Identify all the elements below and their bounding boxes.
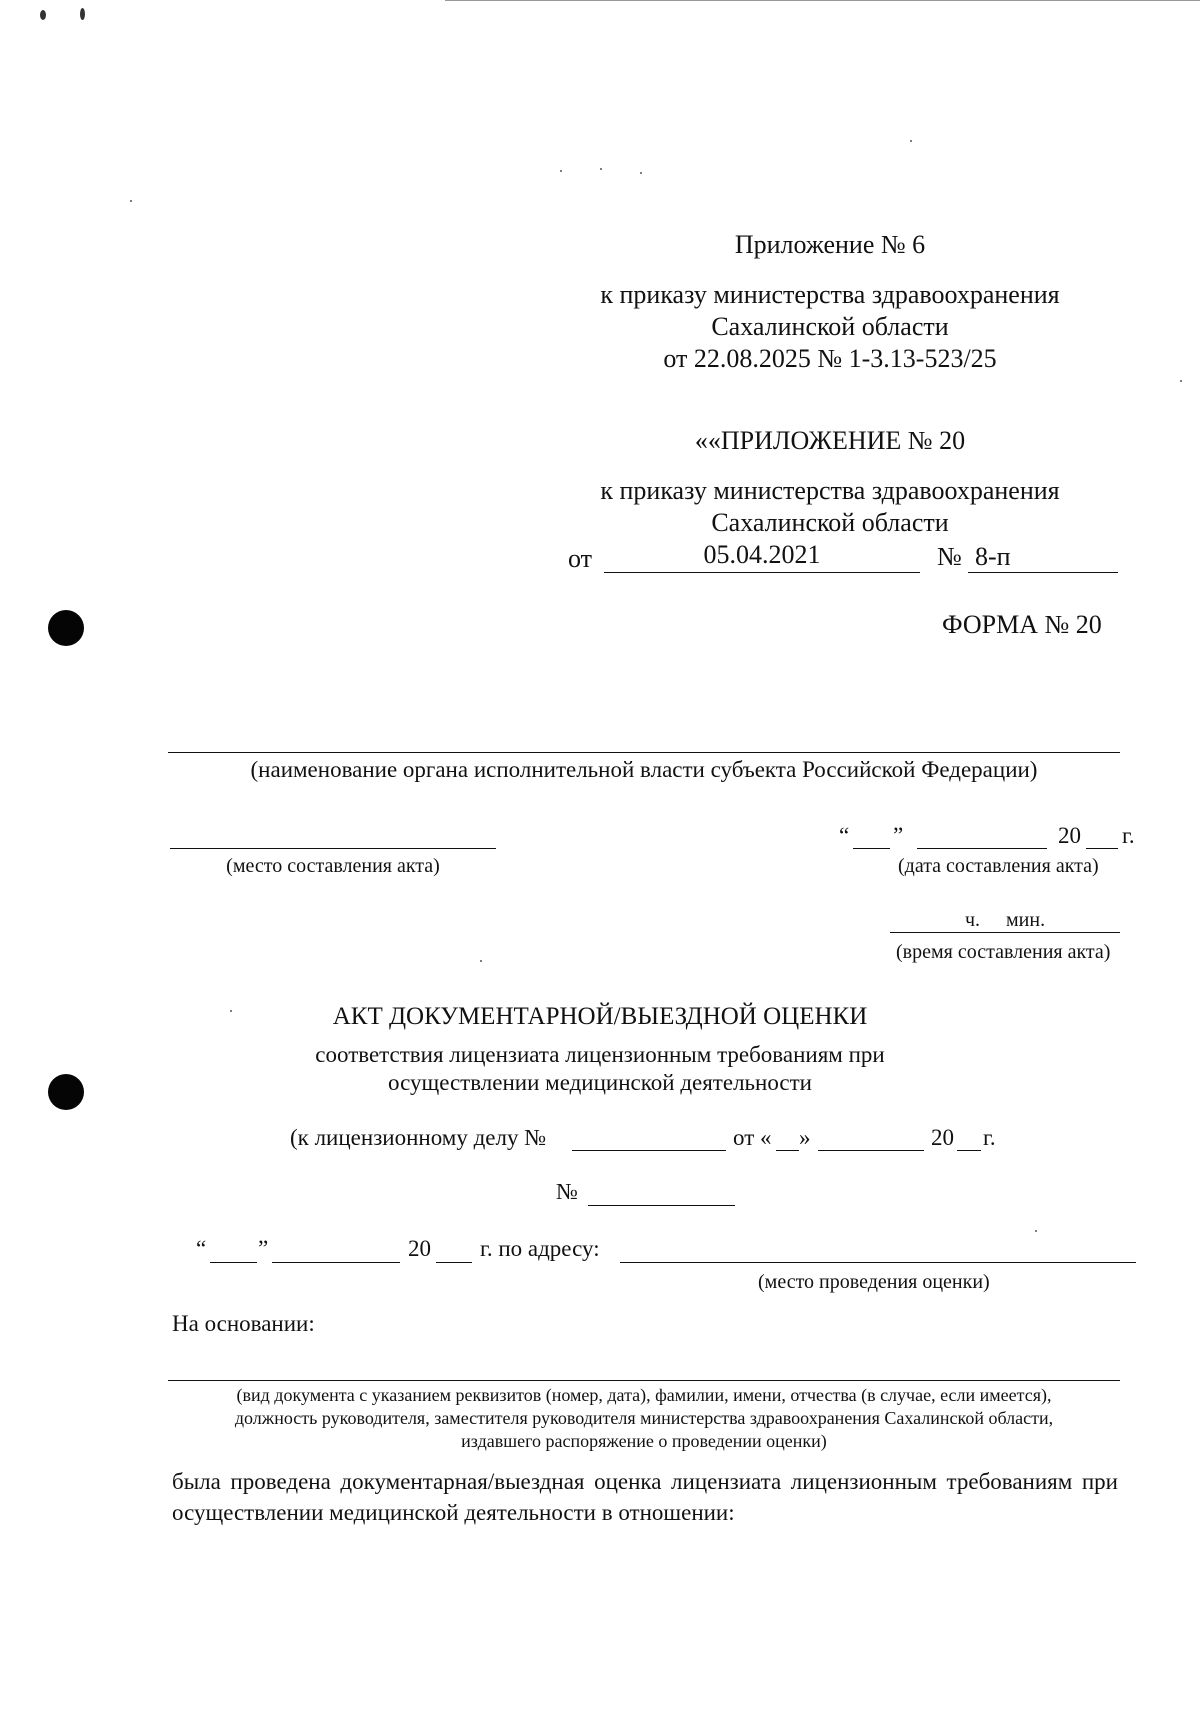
case-from-label: от « — [733, 1125, 772, 1150]
annex20-number-label: № — [937, 542, 962, 571]
scan-speck — [600, 168, 602, 170]
act-place-caption: (место составления акта) — [226, 855, 440, 877]
annex6-region-line: Сахалинской области — [711, 312, 949, 341]
annex20-number-underline — [968, 572, 1118, 573]
basis-caption-line2: должность руководителя, заместителя руководителя министерства здравоохранения Сахалинской области, — [234, 1408, 1054, 1428]
org-name-field — [168, 752, 1120, 753]
act-place-field — [170, 848, 496, 849]
annex6-title: Приложение № 6 — [734, 230, 926, 259]
act-number-field — [588, 1205, 735, 1206]
scan-speck — [130, 200, 132, 202]
act-year-prefix: 20 — [1058, 823, 1081, 848]
act-time-field — [890, 932, 1120, 933]
addr-year-prefix: 20 — [408, 1236, 431, 1261]
case-year-suffix: г. — [983, 1125, 996, 1150]
annex6-date-line: от 22.08.2025 № 1-3.13-523/25 — [663, 344, 997, 373]
scan-speck — [910, 140, 912, 142]
case-year-prefix: 20 — [931, 1125, 954, 1150]
hours-label: ч. — [965, 909, 981, 931]
annex20-title: ««ПРИЛОЖЕНИЕ № 20 — [694, 426, 966, 455]
punch-hole-bottom — [48, 1074, 84, 1110]
scan-speck — [230, 1010, 232, 1012]
case-number-field — [572, 1150, 726, 1151]
scan-speck — [560, 170, 562, 172]
act-subtitle-line2: осуществлении медицинской деятельности — [388, 1070, 812, 1095]
addr-quote-close: ” — [258, 1236, 269, 1261]
annex20-date: 05.04.2021 — [703, 540, 821, 569]
scan-speck — [480, 960, 482, 962]
scan-speck — [1180, 380, 1182, 382]
annex6-order-line: к приказу министерства здравоохранения — [600, 280, 1060, 309]
act-day-field — [853, 848, 890, 849]
basis-label: На основании: — [172, 1311, 315, 1336]
scan-speck — [80, 8, 85, 20]
form-label: ФОРМА № 20 — [942, 610, 1102, 639]
addr-quote-open: “ — [196, 1236, 207, 1261]
annex20-number: 8-п — [975, 542, 1011, 571]
addr-place-field — [620, 1262, 1136, 1263]
act-month-field — [917, 848, 1047, 849]
act-subtitle-line1: соответствия лицензиата лицензионным требованиям при — [315, 1042, 885, 1067]
case-day-field — [776, 1150, 799, 1151]
act-title: АКТ ДОКУМЕНТАРНОЙ/ВЫЕЗДНОЙ ОЦЕНКИ — [332, 1003, 868, 1030]
act-year-field — [1086, 848, 1118, 849]
org-name-caption: (наименование органа исполнительной власти субъекта Российской Федерации) — [250, 757, 1038, 782]
case-year-field — [957, 1150, 981, 1151]
annex20-order-line: к приказу министерства здравоохранения — [600, 476, 1060, 505]
addr-year-field — [436, 1262, 472, 1263]
act-number-label: № — [556, 1179, 578, 1204]
addr-month-field — [272, 1262, 400, 1263]
addr-day-field — [210, 1262, 257, 1263]
basis-caption-line1: (вид документа с указанием реквизитов (номер, дата), фамилии, имени, отчества (в случае, если имеется), — [236, 1385, 1052, 1405]
scan-edge-artifact — [445, 0, 1200, 1]
act-date-caption: (дата составления акта) — [898, 855, 1099, 877]
scan-speck — [1035, 1230, 1037, 1232]
annex20-region-line: Сахалинской области — [711, 508, 949, 537]
body-paragraph: была проведена документарная/выездная оценка лицензиата лицензионным требованиям при осуществлении медицинской деятельности в отношении: — [172, 1469, 1118, 1525]
act-year-suffix: г. — [1122, 823, 1135, 848]
annex20-from-label: от — [568, 544, 593, 573]
addr-place-caption: (место проведения оценки) — [758, 1271, 990, 1293]
scan-speck — [40, 10, 46, 20]
case-prefix: (к лицензионному делу № — [290, 1125, 547, 1150]
date-quote-close: ” — [893, 823, 904, 848]
addr-year-suffix: г. по адресу: — [480, 1236, 600, 1261]
scan-speck — [640, 172, 642, 174]
basis-caption-line3: издавшего распоряжение о проведении оценки) — [461, 1431, 827, 1451]
act-time-caption: (время составления акта) — [896, 941, 1111, 963]
basis-field — [168, 1380, 1120, 1381]
case-month-field — [818, 1150, 924, 1151]
case-quote-close: » — [799, 1125, 811, 1150]
annex20-date-underline — [604, 572, 920, 573]
minutes-label: мин. — [1006, 909, 1046, 931]
date-quote-open: “ — [839, 823, 850, 848]
punch-hole-top — [48, 610, 84, 646]
